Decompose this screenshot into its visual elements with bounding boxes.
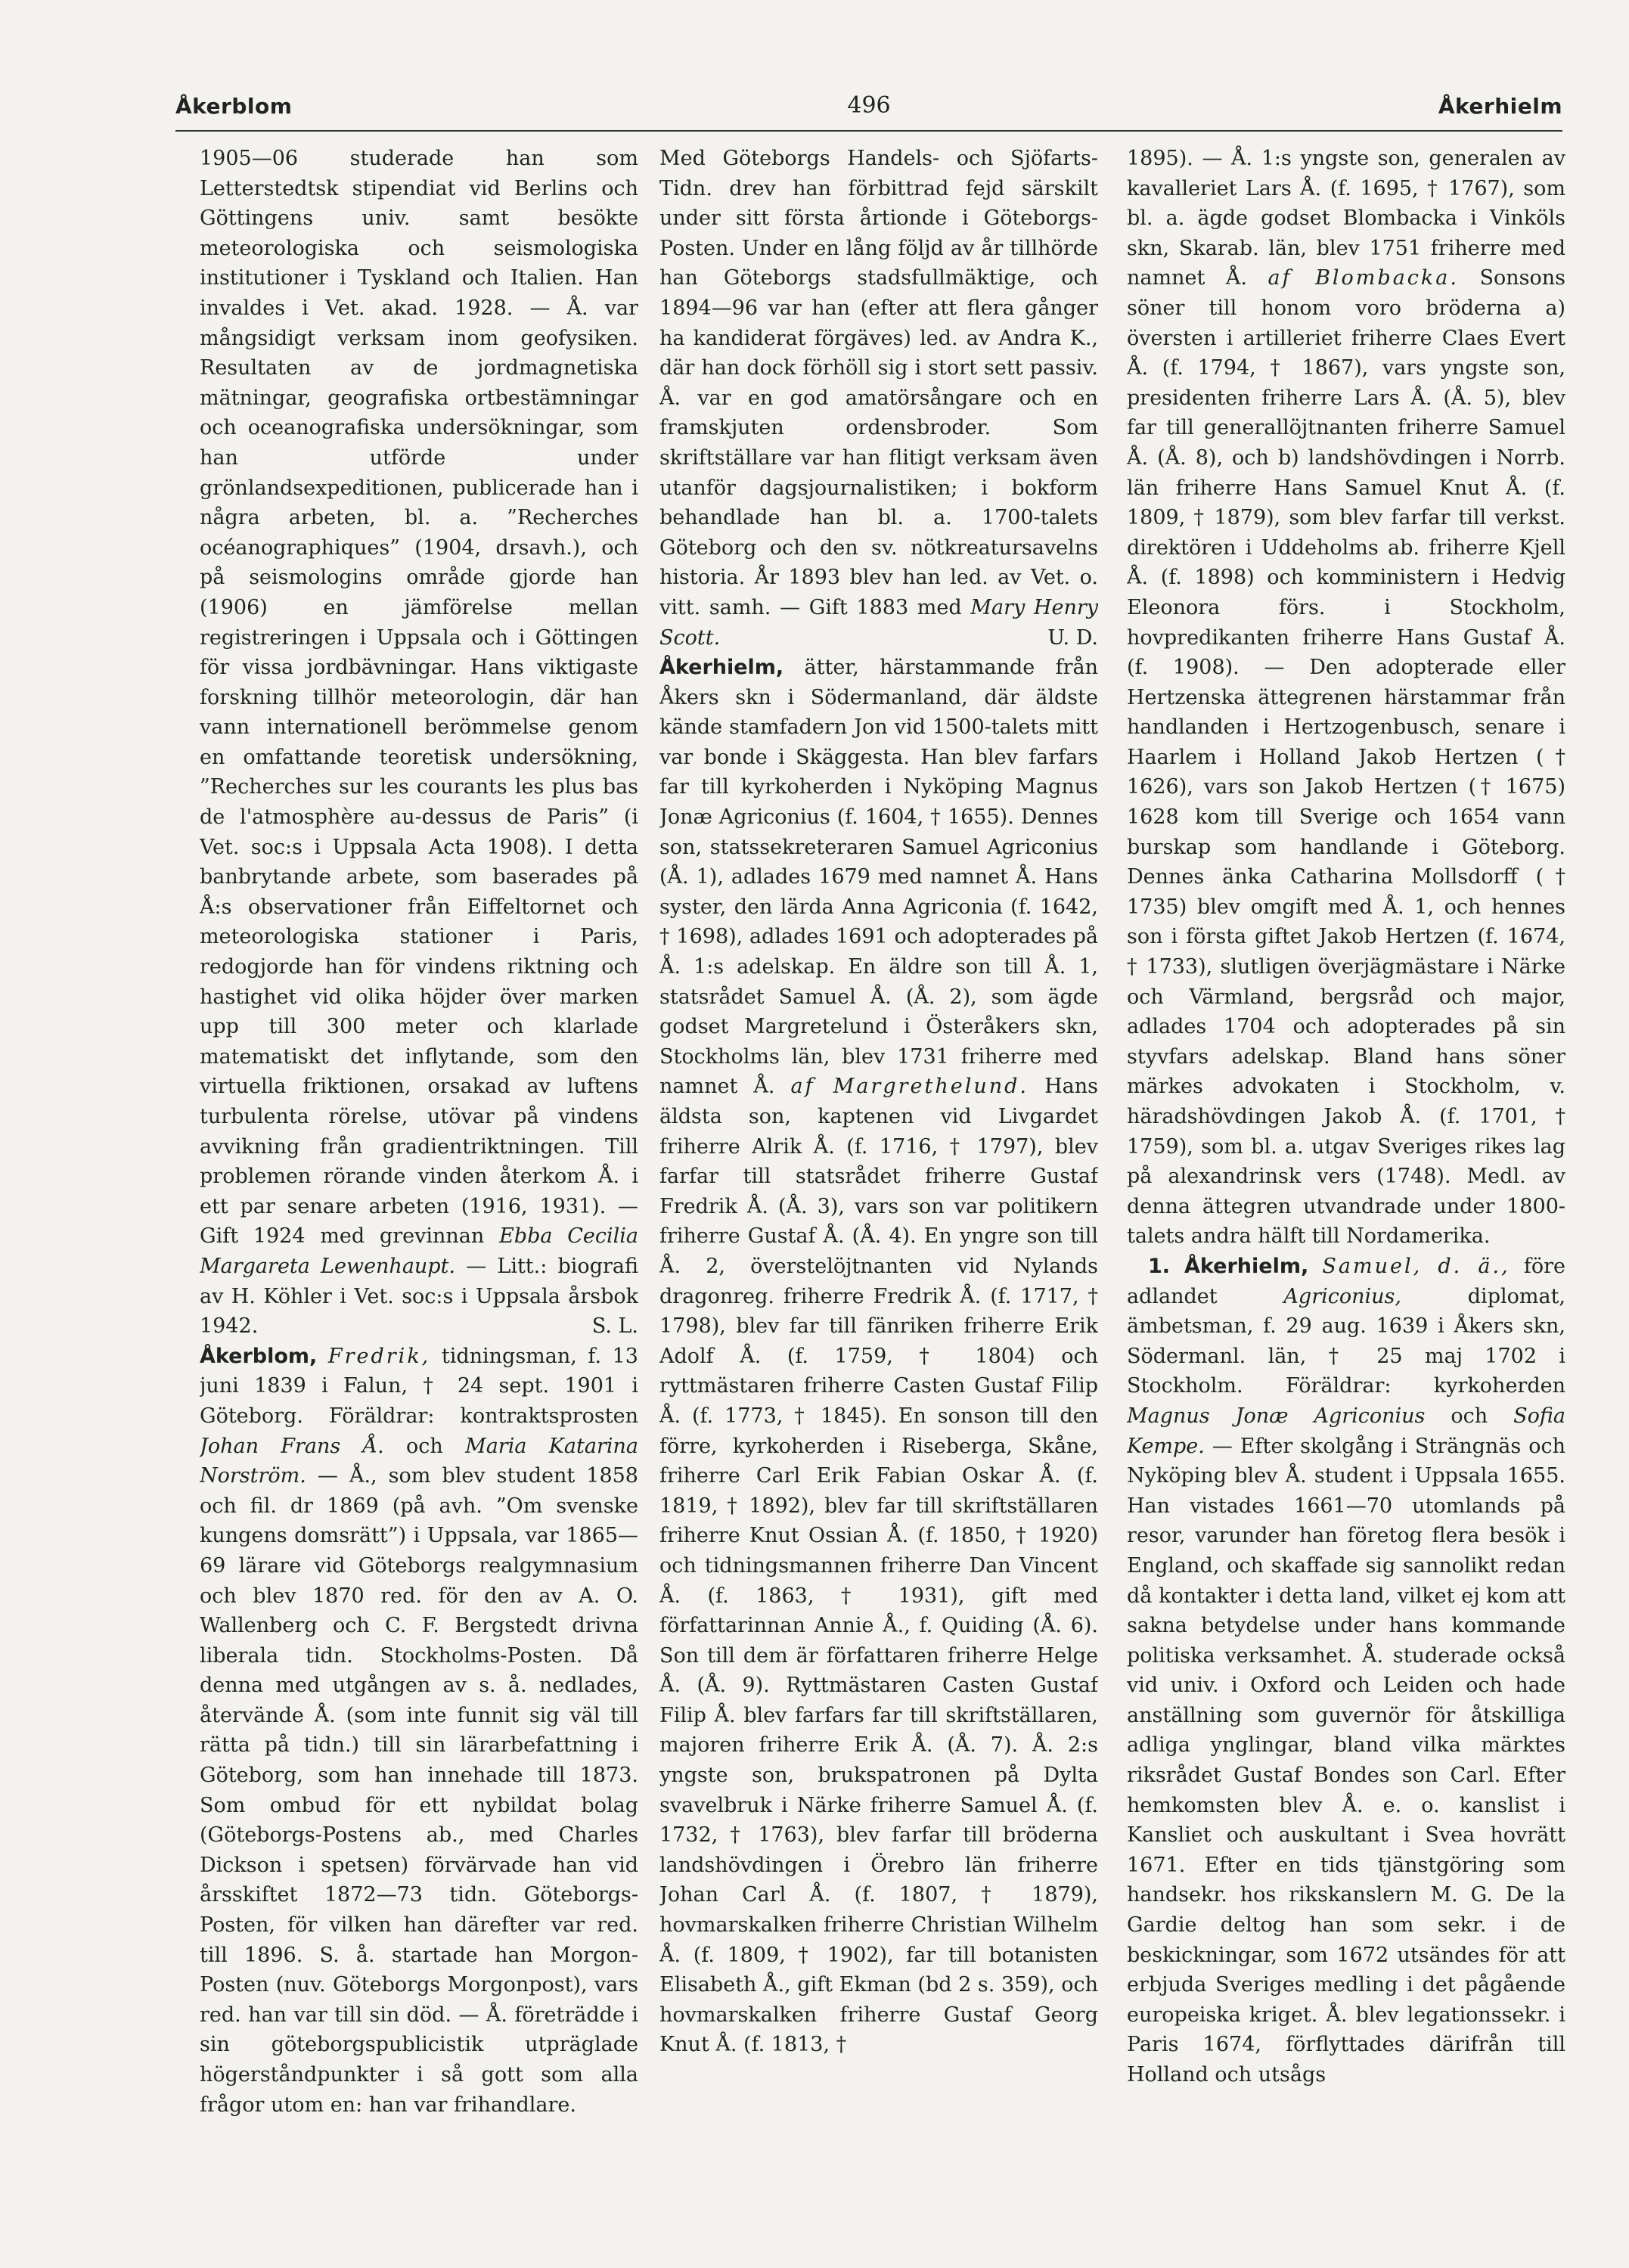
body-text: — Efter skolgång i Strängnäs och Nyköping blev Å. student i Uppsala 1655. Han vistades 1661—70 utomlands på resor, varunder han företog flera besök i England, och skaffade sig sannolikt redan då kontakter i detta land, vilket ej kom att sakna betydelse under hans kommande politiska verksamhet. Å. studerade också vid univ. i Oxford och Leiden och hade anställning som guvernör för åtskilliga adliga ynglingar, bland vilka märktes riksrådet Gustaf Bondes son Carl. Efter hemkomsten blev Å. e. o. kanslist i Kansliet och auskultant i Svea hovrätt 1671. Efter en tids tjänstgöring som handsekr. hos rikskanslern M. G. De la Gardie deltog han som sekr. i de beskickningar, som 1672 utsändes för att erbjuda Sveriges medling i det pågående europeiska kriget. Å. blev legationssekr. i Paris 1674, förflyttades därifrån till Holland och utsågs [1127, 1434, 1565, 2086]
column-2 [659, 144, 1098, 2231]
father-name: Magnus Jonæ Agriconius [1127, 1404, 1426, 1428]
noble-title: af Blombacka. [1268, 266, 1459, 290]
body-text: Hans äldsta son, kaptenen vid Livgardet friherre Alrik Å. (f. 1716, † 1797), blev farfar till statsrådet friherre Gustaf Fredrik Å. (Å. 3), vars son var politikern friherre Gustaf Å. (Å. 4). En yngre son till Å. 2, överstelöjtnanten vid Nylands dragonreg. friherre Fredrik Å. (f. 1717, † 1798), blev far till fänriken friherre Erik Adolf Å. (f. 1759, † 1804) och ryttmästaren friherre Casten Gustaf Filip Å. (f. 1773, † 1845). En sonson till den förre, kyrkoherden i Riseberga, Skåne, friherre Carl Erik Fabian Oskar Å. (f. 1819, † 1892), blev far till skriftställaren friherre Knut Ossian Å. (f. 1850, † 1920) och tidningsmannen friherre Dan Vincent Å. (f. 1863, † 1931), gift med författarinnan Annie Å., f. Quiding (Å. 6). Son till dem är författaren friherre Helge Å. (Å. 9). Ryttmästaren Casten Gustaf Filip Å. blev farfars far till skriftställaren, majoren friherre Erik Å. (Å. 7). Å. 2:s yngste son, brukspatronen på Dylta svavelbruk i Närke friherre Samuel Å. (f. 1732, † 1763), blev farfar till bröderna landshövdingen i Örebro län friherre Johan Carl Å. (f. 1807, † 1879), hovmarskalken friherre Christian Wilhelm Å. (f. 1809, † 1902), far till botanisten Elisabeth Å., gift Ekman (bd 2 s. 359), och hovmarskalken friherre Gustaf Georg Knut Å. (f. 1813, † [659, 1075, 1098, 2057]
header-rule [175, 130, 1562, 132]
entry-given-name: Samuel, d. ä., [1322, 1254, 1510, 1278]
header-left-keyword: Åkerblom [175, 94, 293, 119]
noble-title: af Margrethelund. [790, 1075, 1029, 1099]
body-text: tidningsman, f. 13 juni 1839 i Falun, † 24 sept. 1901 i Göteborg. Föräldrar: kontraktsprosten [200, 1344, 638, 1428]
mother-name: Maria Katarina Norström. [200, 1434, 638, 1488]
paragraph [659, 144, 1098, 653]
entry-headword: 1. Åkerhielm, [1148, 1254, 1309, 1278]
header-right-keyword: Åkerhielm [1438, 94, 1562, 119]
body-text: och [1425, 1404, 1514, 1428]
entry-akerhielm-family [659, 653, 1098, 2060]
body-text: 1895). — Å. 1:s yngste son, generalen av kavalleriet Lars Å. (f. 1695, † 1767), som bl. a. ägde godset Blombacka i Vinköls skn, Skarab. län, blev 1751 friherre med namnet Å. [1127, 147, 1565, 290]
body-text: diplomat, ämbetsman, f. 29 aug. 1639 i Åkers skn, Södermanl. län, † 25 maj 1702 i Stockholm. Föräldrar: kyrkoherden [1127, 1284, 1565, 1398]
father-name: Johan Frans Å. [200, 1434, 384, 1458]
entry-headword: Åkerblom, [200, 1344, 318, 1368]
entry-headword: Åkerhielm, [659, 656, 784, 680]
body-text: Med Göteborgs Handels- och Sjöfarts-Tidn. drev han förbittrad fejd särskilt under sitt första årtionde i Göteborgs-Posten. Under en lång följd av år tillhörde han Göteborgs stadsfullmäktige, och 1894—96 var han (efter att flera gånger ha kandiderat förgäves) led. av Andra K., där han dock förhöll sig i stort sett passiv. Å. var en god amatörsångare och en framskjuten ordensbroder. Som skriftställare var han flitigt verksam även utanför dagsjournalistiken; i bokform behandlade han bl. a. 1700-talets Göteborg och den sv. nötkreatursavelns historia. År 1893 blev han led. av Vet. o. vitt. samh. — Gift 1883 med [659, 147, 1098, 619]
body-text: — Litt.: biografi av H. Köhler i Vet. soc:s i Uppsala årsbok 1942. [200, 1254, 638, 1339]
mother-name: Sofia Kempe. [1127, 1404, 1565, 1458]
page-number: 496 [847, 92, 891, 119]
former-surname: Agriconius, [1283, 1284, 1401, 1308]
entry-akerblom-fredrik [200, 1342, 638, 2120]
body-text: före adlandet [1127, 1254, 1565, 1308]
column-3 [1127, 144, 1565, 2231]
paragraph [200, 144, 638, 1342]
entry-akerhielm-samuel [1127, 1252, 1565, 2090]
body-text: — Å., som blev student 1858 och fil. dr 1869 (på avh. ”Om svenske kungens domsrätt”) i Uppsala, var 1865—69 lärare vid Göteborgs realgymnasium och blev 1870 red. för den av A. O. Wallenberg och C. F. Bergstedt drivna liberala tidn. Stockholms-Posten. Då denna med utgången av s. å. nedlades, återvände Å. (som inte funnit sig väl till rätta på tidn.) till sin lärarbefattning i Göteborg, som han innehade till 1873. Som ombud för ett nybildat bolag (Göteborgs-Postens ab., med Charles Dickson i spetsen) förvärvade han vid årsskiftet 1872—73 tidn. Göteborgs-Posten, för vilken han därefter var red. till 1896. S. å. startade han Morgon-Posten (nuv. Göteborgs Morgonpost), vars red. han var till sin död. — Å. företrädde i sin göteborgspublicistik utpräglade högerståndpunkter i så gott som alla frågor utom en: han var frihandlare. [200, 1464, 638, 2117]
body-text: 1905—06 studerade han som Letterstedtsk stipendiat vid Berlins och Göttingens univ. samt besökte meteorologiska och seismologiska institutioner i Tyskland och Italien. Han invaldes i Vet. akad. 1928. — Å. var mångsidigt verksam inom geofysiken. Resultaten av de jordmagnetiska mätningar, geografiska ortbestämningar och oceanografiska undersökningar, som han utförde under grönlandsexpeditionen, publicerade han i några arbeten, bl. a. ”Recherches océanographiques” (1904, drsavh.), och på seismologins område gjorde han (1906) en jämförelse mellan registreringen i Uppsala och i Göttingen för vissa jordbävningar. Hans viktigaste forskning tillhör meteorologin, där han vann internationell berömmelse genom en omfattande teoretisk undersökning, ”Recherches sur les courants les plus bas de l'atmosphère au-dessus de Paris” (i Vet. soc:s i Uppsala Acta 1908). I detta banbrytande arbete, som baserades på Å:s observationer från Eiffeltornet och meteorologiska stationer i Paris, redogjorde han för vindens riktning och hastighet vid olika höjder över marken upp till 300 meter och klarlade matematiskt det inflytande, som den virtuella friktionen, orsakad av luftens turbulenta rörelse, utövar på vindens avvikning från gradientriktningen. Till problemen rörande vinden återkom Å. i ett par senare arbeten (1916, 1931). — Gift 1924 med grevinnan [200, 147, 638, 1249]
running-header [175, 89, 1562, 127]
paragraph [1127, 144, 1565, 1252]
spouse-name: Ebba Cecilia Margareta Lewenhaupt. [200, 1224, 638, 1278]
body-text: ätter, härstammande från Åkers skn i Södermanland, där äldste kände stamfadern Jon vid 1500-talets mitt var bonde i Skäggesta. Han blev farfars far till kyrkoherden i Nyköping Magnus Jonæ Agriconius (f. 1604, † 1655). Dennes son, statssekreteraren Samuel Agriconius (Å. 1), adlades 1679 med namnet Å. Hans syster, den lärda Anna Agriconia (f. 1642, † 1698), adlades 1691 och adopterades på Å. 1:s adelskap. En äldre son till Å. 1, statsrådet Samuel Å. (Å. 2), som ägde godset Margretelund i Österåkers skn, Stockholms län, blev 1731 friherre med namnet Å. [659, 656, 1098, 1099]
column-1 [200, 144, 638, 2231]
spouse-name: Mary Henry Scott. [659, 595, 1098, 650]
entry-given-name: Fredrik, [327, 1344, 431, 1368]
body-text: och [383, 1434, 466, 1458]
author-signature: S. L. [591, 1314, 638, 1339]
body-text: Sonsons söner till honom voro bröderna a) översten i artilleriet friherre Claes Evert Å. (f. 1794, † 1867), vars yngste son, presidenten friherre Lars Å. (Å. 5), blev far till generallöjtnanten friherre Samuel Å. (Å. 8), och b) landshövdingen i Norrb. län friherre Hans Samuel Knut Å. (f. 1809, † 1879), som blev farfar till verkst. direktören i Uddeholms ab. friherre Kjell Å. (f. 1898) och komministern i Hedvig Eleonora förs. i Stockholm, hovpredikanten friherre Hans Gustaf Å. (f. 1908). — Den adopterade eller Hertzenska ättegrenen härstammar från handlanden i Hertzogenbusch, senare i Haarlem i Holland Jakob Hertzen († 1626), vars son Jakob Hertzen († 1675) 1628 kom till Sverige och 1654 vann burskap som handlande i Göteborg. Dennes änka Catharina Mollsdorff († 1735) blev omgift med Å. 1, och hennes son i första giftet Jakob Hertzen (f. 1674, † 1733), slutligen överjägmästare i Närke och Värmland, bergsråd och major, adlades 1704 och adopterades på sin styvfars adelskap. Bland hans söner märkes advokaten i Stockholm, v. häradshövdingen Jakob Å. (f. 1701, † 1759), som bl. a. utgav Sveriges rikes lag på alexandrinsk vers (1748). Medl. av denna ättegren utvandrade under 1800-talets andra hälft till Nordamerika. [1127, 266, 1565, 1249]
author-signature: U. D. [1047, 625, 1098, 650]
